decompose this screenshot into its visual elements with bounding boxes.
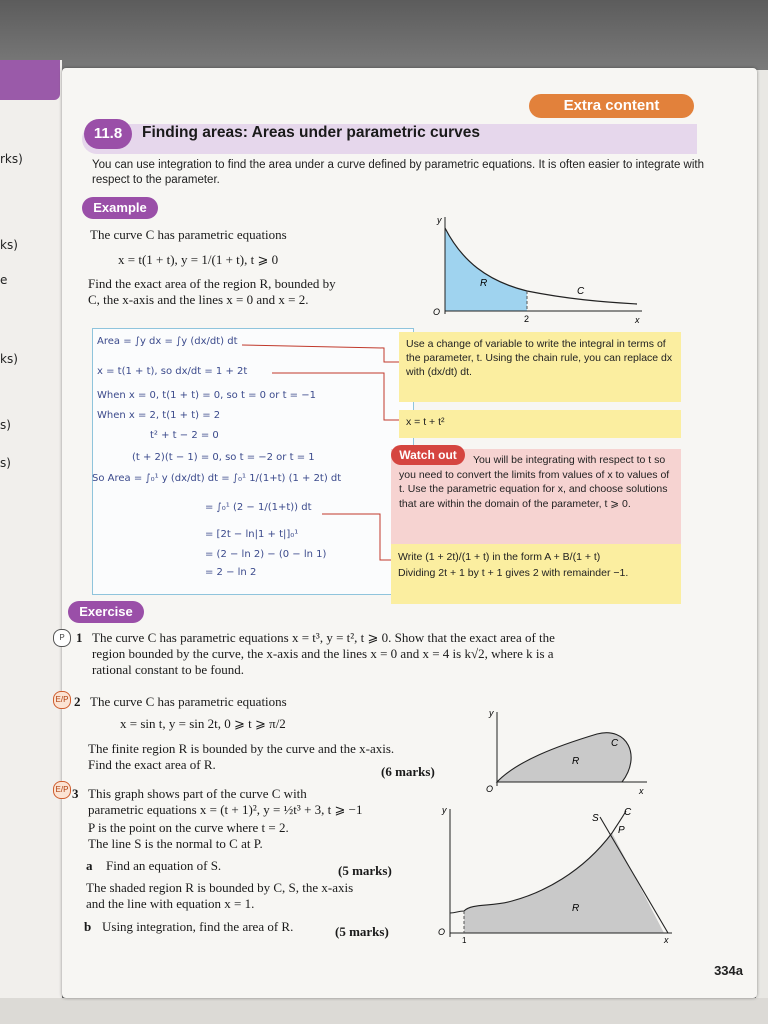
working-line: (t + 2)(t − 1) = 0, so t = −2 or t = 1 xyxy=(132,452,315,463)
x-axis-label: x xyxy=(639,786,644,796)
normal-label: S xyxy=(592,813,599,824)
region-label: R xyxy=(572,756,580,767)
question-text: The finite region R is bounded by the curve and the x-axis. xyxy=(88,741,395,756)
working-line: = (2 − ln 2) − (0 − ln 1) xyxy=(205,549,327,560)
exam-style-badge: E/P xyxy=(53,781,71,799)
question-number: 3 xyxy=(72,786,79,801)
left-page-label: s) xyxy=(0,418,11,432)
partial-fraction-note xyxy=(391,544,681,604)
write-form-text: Write (1 + 2t)/(1 + t) in the form A + B/(1 + t) xyxy=(398,551,601,563)
working-line: = [2t − ln|1 + t|]₀¹ xyxy=(205,529,299,540)
curve-label: C xyxy=(577,286,585,297)
question-text: The line S is the normal to C at P. xyxy=(88,836,263,851)
left-page-label: e xyxy=(0,273,8,287)
x-expansion-note: x = t + t² xyxy=(399,410,681,438)
exam-style-badge: E/P xyxy=(53,691,71,709)
example-text: The curve C has parametric equations xyxy=(90,227,287,242)
dividing-text: Dividing 2t + 1 by t + 1 gives 2 with remainder −1. xyxy=(398,567,629,579)
scanner-bottom xyxy=(0,998,768,1024)
question-text: rational constant to be found. xyxy=(92,662,244,677)
question-text: region bounded by the curve, the x-axis and the lines x = 0 and x = 4 is k√2, where k is a xyxy=(92,646,554,661)
region-R-shading xyxy=(464,833,664,933)
tick-label: 2 xyxy=(524,314,530,324)
origin-label: O xyxy=(486,784,494,794)
question-text: P is the point on the curve where t = 2. xyxy=(88,820,289,835)
part-label: a xyxy=(86,858,93,873)
left-page-label: ks) xyxy=(0,352,18,366)
part-label: b xyxy=(84,919,92,934)
origin-label: O xyxy=(438,927,446,937)
question-text: The shaded region R is bounded by C, S, the x-axis xyxy=(86,880,354,895)
working-line: = 2 − ln 2 xyxy=(205,567,257,578)
example-task: Find the exact area of the region R, bounded by xyxy=(88,276,336,291)
origin-label: O xyxy=(433,307,441,317)
scan-background xyxy=(0,0,768,70)
question-text: Find the exact area of R. xyxy=(88,757,216,772)
working-line: = ∫₀¹ (2 − 1/(1+t)) dt xyxy=(205,502,312,513)
marks-label: (6 marks) xyxy=(381,764,435,779)
left-page-label: rks) xyxy=(0,152,23,166)
question-text: parametric equations x = (t + 1)², y = ½t³ + 3, t ⩾ −1 xyxy=(88,802,363,817)
working-line: When x = 0, t(1 + t) = 0, so t = 0 or t = −1 xyxy=(97,390,316,401)
question-number: 1 xyxy=(76,630,83,645)
problem-solving-badge: P xyxy=(53,629,71,647)
question-text: The curve C has parametric equations x = t³, y = t², t ⩾ 0. Show that the exact area of the xyxy=(92,630,555,645)
example-equations: x = t(1 + t), y = 1/(1 + t), t ⩾ 0 xyxy=(118,252,279,267)
left-page-tab xyxy=(0,60,60,100)
left-page-label: s) xyxy=(0,456,11,470)
curve-label: C xyxy=(611,738,619,749)
working-line: So Area = ∫₀¹ y (dx/dt) dt = ∫₀¹ 1/(1+t) (1 + 2t) dt xyxy=(92,473,342,484)
x-axis-label: x xyxy=(635,315,640,325)
textbook-page xyxy=(55,68,757,998)
curve-label: C xyxy=(624,807,632,818)
marks-label: (5 marks) xyxy=(335,924,389,939)
page-number: 334a xyxy=(714,963,743,978)
question-text: The curve C has parametric equations xyxy=(90,694,287,709)
y-axis-label: y xyxy=(442,805,447,815)
section-number: 11.8 xyxy=(84,119,132,149)
example-label: Example xyxy=(82,197,158,219)
left-page-label: ks) xyxy=(0,238,18,252)
question-equations: x = sin t, y = sin 2t, 0 ⩾ t ⩾ π/2 xyxy=(120,716,286,731)
section-title: Finding areas: Areas under parametric curves xyxy=(142,124,480,141)
right-page-edge xyxy=(756,70,768,1000)
question-3-graph xyxy=(432,803,677,943)
marks-label: (5 marks) xyxy=(338,863,392,878)
y-axis-label: y xyxy=(489,708,494,718)
x-axis-label: x xyxy=(664,935,669,945)
y-axis-label: y xyxy=(437,215,442,225)
extra-content-badge: Extra content xyxy=(529,94,694,118)
change-variable-note: Use a change of variable to write the integral in terms of the parameter, t. Using the chain rule, you can replace dx with (dx/dt) dt. xyxy=(399,332,681,402)
question-number: 2 xyxy=(74,694,81,709)
working-line: t² + t − 2 = 0 xyxy=(150,430,219,441)
point-label: P xyxy=(618,825,625,836)
exercise-label: Exercise xyxy=(68,601,144,623)
question-2-graph xyxy=(477,706,652,798)
working-line: x = t(1 + t), so dx/dt = 1 + 2t xyxy=(97,366,248,377)
working-line: Area = ∫y dx = ∫y (dx/dt) dt xyxy=(97,336,238,347)
example-task: C, the x-axis and the lines x = 0 and x = 2. xyxy=(88,292,309,307)
region-label: R xyxy=(480,278,488,289)
question-text: and the line with equation x = 1. xyxy=(86,896,255,911)
working-line: When x = 2, t(1 + t) = 2 xyxy=(97,410,221,421)
question-text: This graph shows part of the curve C with xyxy=(88,786,307,801)
watch-out-text: You will be integrating with respect to t so you need to convert the limits from values of x to values of t. Use the parametric equation for x, and choose solutions that are within the domain of the parameter, t ⩾ 0. xyxy=(399,454,670,510)
watch-out-tag: Watch out xyxy=(391,445,465,465)
question-text: Find an equation of S. xyxy=(106,858,222,873)
intro-text: You can use integration to find the area under a curve defined by parametric equations. It is often easier to integrate with respect to the parameter. xyxy=(92,159,705,186)
region-label: R xyxy=(572,903,580,914)
question-text: Using integration, find the area of R. xyxy=(102,919,294,934)
left-page-edge xyxy=(0,60,62,1000)
tick-label: 1 xyxy=(462,936,467,945)
